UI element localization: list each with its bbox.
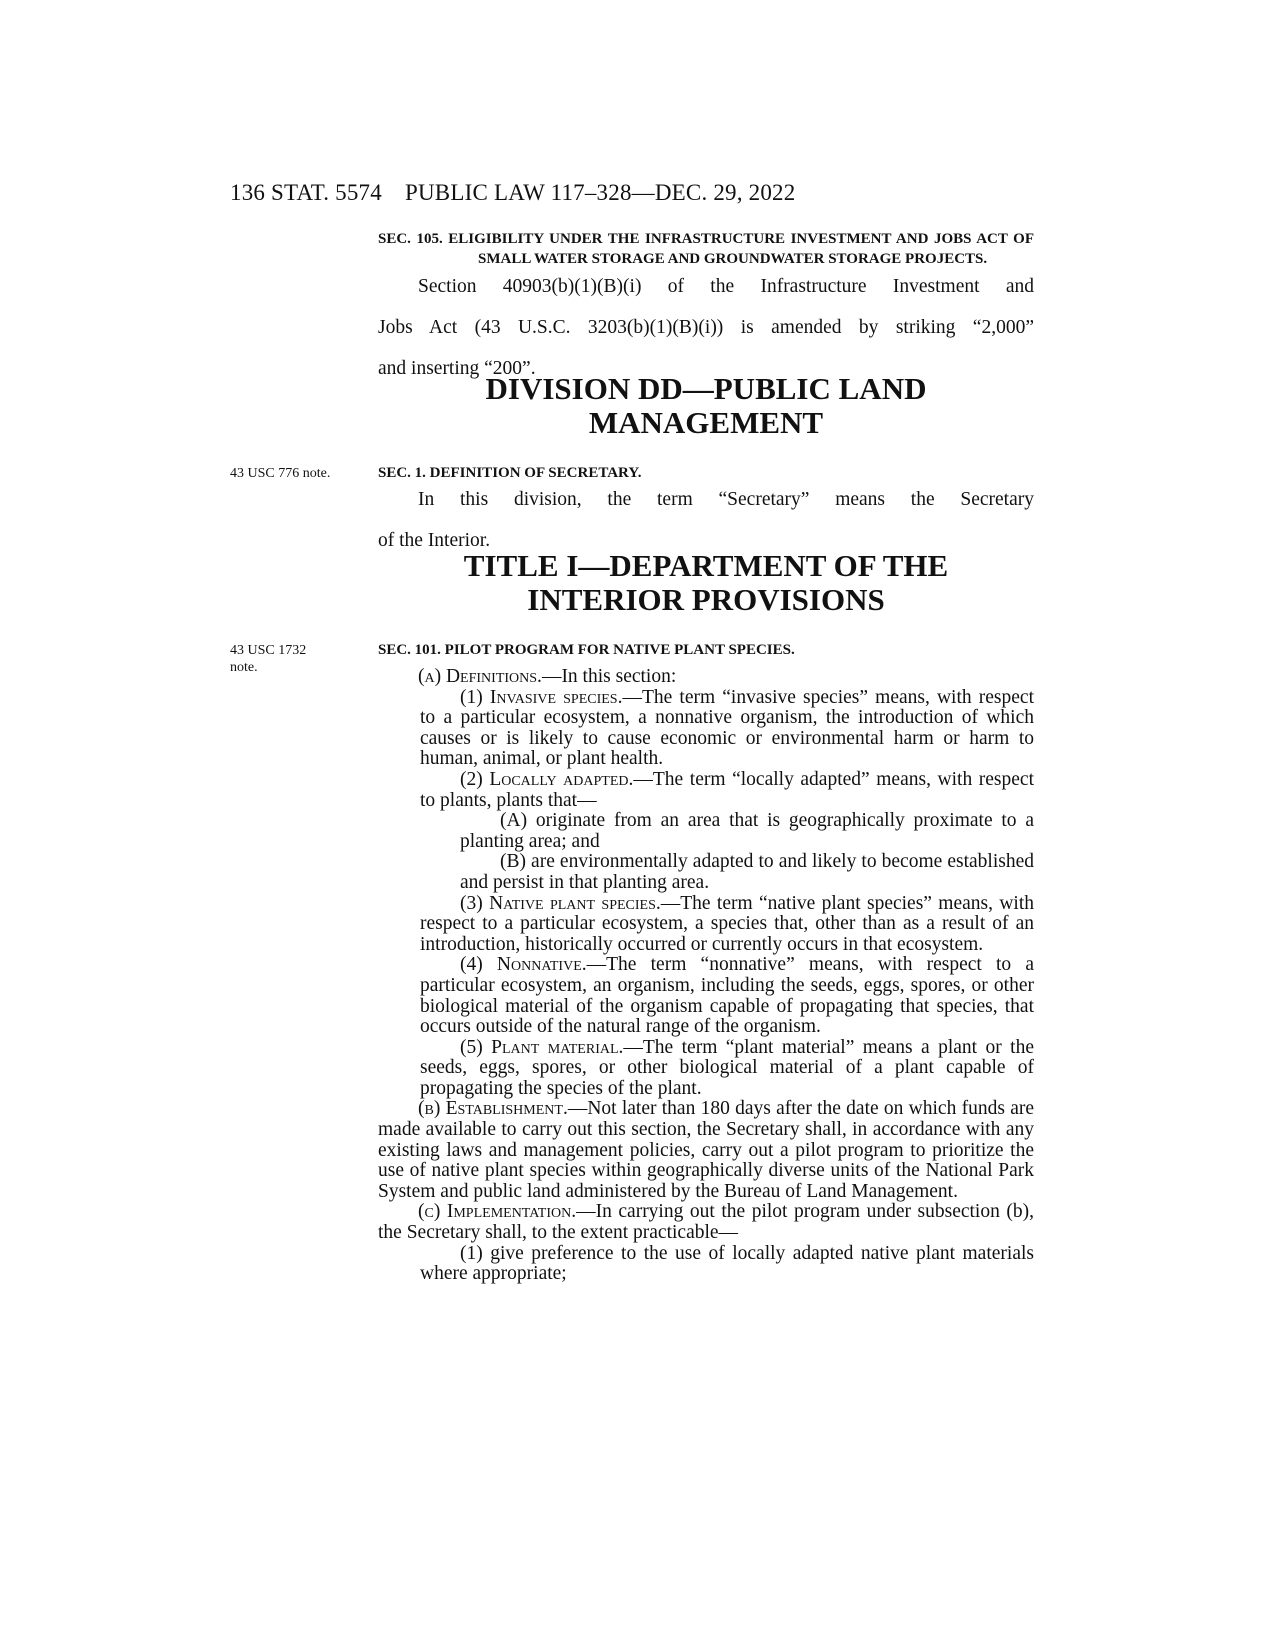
sec-1-block xyxy=(378,463,1034,552)
subsection-a-label: (a) Definitions. xyxy=(418,666,542,687)
definition-3-text: —The term “native plant species” means, with respect to a particular ecosystem, a species that, other than as a result of an introduction, historically occurred or currently occurs in that ecosystem. xyxy=(420,892,1034,955)
division-heading xyxy=(378,372,1034,440)
sec-1-line-1: In this division, the term “Secretary” means the Secretary xyxy=(418,489,1034,510)
definition-native-plant-species xyxy=(420,894,1034,956)
title-heading-line-2: INTERIOR PROVISIONS xyxy=(527,582,885,617)
sec-105-line-3: and inserting “200”. xyxy=(378,358,536,380)
definitions-list-continued xyxy=(378,894,1034,1100)
subsection-b xyxy=(378,1099,1034,1202)
subsection-c-paragraphs xyxy=(378,1244,1034,1285)
page-stat-citation: 136 STAT. 5574 xyxy=(230,180,382,205)
definition-2-subparagraph-a: (A) originate from an area that is geographically proximate to a planting area; and xyxy=(460,810,1034,852)
title-heading xyxy=(378,549,1034,617)
subsection-c xyxy=(378,1202,1034,1243)
definition-4-text: —The term “nonnative” means, with respect to a particular ecosystem, an organism, including the seeds, eggs, spores, or other biological material of the organism capable of propagating that species, that occurs outside of the natural range of the organism. xyxy=(420,954,1034,1038)
subsection-c-text: —In carrying out the pilot program under subsection (b), the Secretary shall, to the extent practicable— xyxy=(378,1201,1034,1244)
definition-locally-adapted xyxy=(420,770,1034,811)
division-heading-line-2: MANAGEMENT xyxy=(588,405,824,440)
definition-5-label: (5) Plant material. xyxy=(460,1036,624,1058)
subsection-c-label: (c) Implementation. xyxy=(418,1201,577,1223)
sec-105-line-1: Section 40903(b)(1)(B)(i) of the Infrastructure Investment and xyxy=(418,276,1034,297)
definition-3-label: (3) Native plant species. xyxy=(460,892,661,914)
subsection-a xyxy=(378,667,1034,688)
definition-1-text: —The term “invasive species” means, with respect to a particular ecosystem, a nonnative organism, the introduction of which causes or is likely to cause economic or environmental harm or harm to human, animal, or plant health. xyxy=(420,686,1034,770)
sec-1-heading: SEC. 1. DEFINITION OF SECRETARY. xyxy=(378,465,642,481)
definitions-list xyxy=(378,688,1034,812)
sec-101-margin-note-line-1: 43 USC 1732 xyxy=(230,643,307,658)
division-heading-line-1: DIVISION DD—PUBLIC LAND xyxy=(485,371,927,406)
sec-105-heading: SEC. 105. ELIGIBILITY UNDER THE INFRASTRUCTURE INVESTMENT AND JOBS ACT OF SMALL WATER STORAGE AND GROUNDWATER STORAGE PROJECTS. xyxy=(378,231,1034,267)
subsection-b-label: (b) Establishment. xyxy=(418,1098,568,1120)
definition-nonnative xyxy=(420,955,1034,1037)
sec-101-margin-note-line-2: note. xyxy=(230,660,258,675)
running-header: PUBLIC LAW 117–328—DEC. 29, 2022 xyxy=(405,180,796,205)
definition-2-text: —The term “locally adapted” means, with respect to plants, plants that— xyxy=(420,768,1034,811)
definition-2-label: (2) Locally adapted. xyxy=(460,768,634,790)
subsection-a-text: —In this section: xyxy=(541,666,677,687)
definition-2-subparagraphs xyxy=(378,811,1034,893)
subsection-b-text: —Not later than 180 days after the date on which funds are made available to carry out this section, the Secretary shall, in accordance with any existing laws and management policies, carry out a pilot program to prioritize the use of native plant species within geographically diverse units of the National Park System and public land administered by the Bureau of Land Management. xyxy=(378,1098,1034,1202)
definition-5-text: —The term “plant material” means a plant or the seeds, eggs, spores, or other biological material of a plant capable of propagating the species of the plant. xyxy=(420,1036,1034,1099)
title-heading-line-1: TITLE I—DEPARTMENT OF THE xyxy=(463,548,949,583)
definition-4-label: (4) Nonnative. xyxy=(460,954,587,976)
sec-1-line-2: of the Interior. xyxy=(378,530,491,552)
definition-invasive-species xyxy=(420,688,1034,770)
sec-105-block xyxy=(378,229,1034,380)
definition-1-label: (1) Invasive species. xyxy=(460,686,623,708)
sec-101-heading: SEC. 101. PILOT PROGRAM FOR NATIVE PLANT SPECIES. xyxy=(378,642,795,658)
definition-2-subparagraph-b: (B) are environmentally adapted to and likely to become established and persist in that planting area. xyxy=(460,851,1034,893)
sec-1-margin-note: 43 USC 776 note. xyxy=(230,466,331,481)
definition-plant-material xyxy=(420,1038,1034,1100)
sec-101-block xyxy=(378,640,1034,1285)
sec-105-line-2: Jobs Act (43 U.S.C. 3203(b)(1)(B)(i)) is amended by striking “2,000” xyxy=(378,317,1034,339)
sec-101-margin-note xyxy=(230,642,340,676)
subsection-c-paragraph-1: (1) give preference to the use of locally adapted native plant materials where appropriate; xyxy=(420,1242,1034,1285)
